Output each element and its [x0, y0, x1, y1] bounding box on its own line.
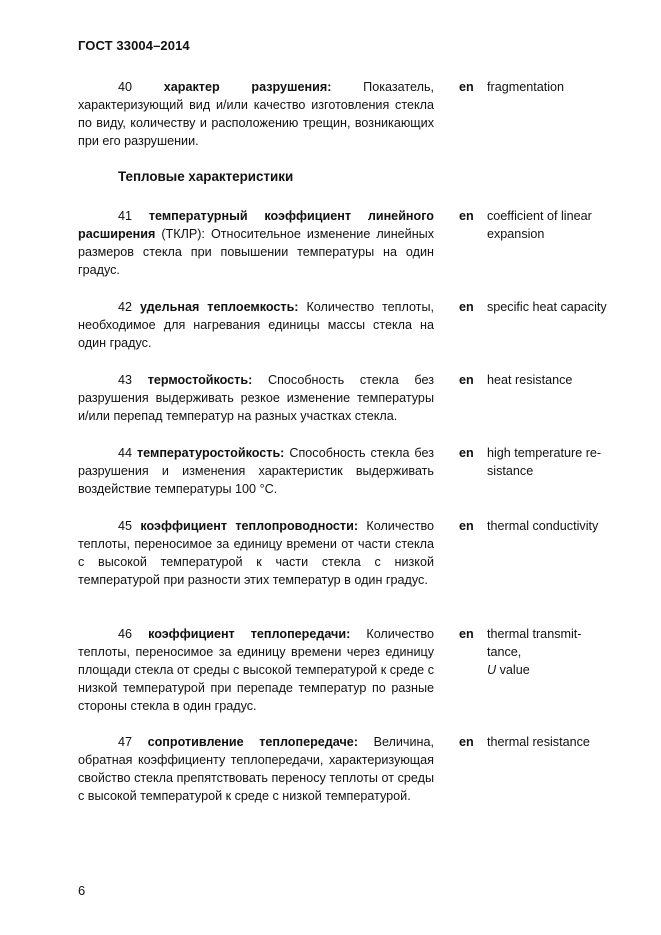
term-name: сопротивление теплопередаче: — [147, 735, 358, 749]
language-code: en — [459, 735, 474, 749]
english-equivalent — [487, 207, 617, 243]
term-number: 46 — [118, 627, 133, 641]
english-term-line: sistance — [487, 464, 534, 478]
term-name: температуростойкость: — [137, 446, 285, 460]
language-code: en — [459, 300, 474, 314]
term-number: 47 — [118, 735, 133, 749]
term-text — [78, 444, 434, 498]
english-term-line: expansion — [487, 227, 545, 241]
term-number: 44 — [118, 446, 133, 460]
term-abbreviation: (ТКЛР): — [155, 227, 205, 241]
term-text — [78, 371, 434, 425]
english-term-line: tance, — [487, 645, 522, 659]
english-equivalent — [487, 517, 617, 535]
english-term-line: thermal transmit- — [487, 627, 582, 641]
term-name: термостойкость: — [147, 373, 253, 387]
english-term-line: heat resistance — [487, 373, 573, 387]
english-term-line: high temperature re- — [487, 446, 602, 460]
document-header: ГОСТ 33004–2014 — [78, 38, 190, 53]
english-term-line: specific heat capacity — [487, 300, 607, 314]
term-name: коэффициент теплопроводности: — [140, 519, 359, 533]
term-text — [78, 733, 434, 805]
term-definition: Величина, обратная коэффициенту теплопередачи, характеризующая свойство стекла препятствовать переносу теплоты от среды с высокой температурой к среде с низкой температурой. — [78, 735, 434, 803]
english-term-symbol-suffix: value — [496, 663, 530, 677]
english-term-line — [487, 661, 617, 679]
term-name: коэффициент теплопередачи: — [148, 627, 351, 641]
term-name: удельная теплоемкость: — [139, 300, 299, 314]
english-equivalent — [487, 371, 617, 389]
term-definition: Относительное изменение линейных размеров стекла при повышении температуры на один градус. — [78, 227, 435, 277]
term-number: 41 — [118, 209, 133, 223]
term-number: 45 — [118, 519, 133, 533]
language-code: en — [459, 209, 474, 223]
term-text — [78, 298, 434, 352]
term-text — [78, 78, 434, 150]
term-name: температурный коэффициент линейного расширения — [78, 209, 435, 241]
term-text — [78, 517, 434, 589]
term-text — [78, 625, 434, 715]
section-title: Тепловые характеристики — [118, 169, 294, 184]
term-number: 43 — [118, 373, 133, 387]
english-term-line: thermal conductivity — [487, 519, 599, 533]
english-equivalent — [487, 733, 617, 751]
page-number: 6 — [78, 883, 86, 898]
language-code: en — [459, 519, 474, 533]
language-code: en — [459, 373, 474, 387]
term-name: характер разрушения: — [163, 80, 332, 94]
term-definition: Количество теплоты, необходимое для нагревания единицы массы стекла на один градус. — [78, 300, 435, 350]
english-equivalent — [487, 78, 617, 96]
english-term-line: coefficient of linear — [487, 209, 592, 223]
english-term-symbol: U — [487, 663, 497, 677]
english-term-line: fragmentation — [487, 80, 565, 94]
language-code: en — [459, 80, 474, 94]
term-definition: Количество теплоты, переносимое за единицу времени через единицу площади стекла от среды с высокой температурой к среде с низкой температурой при перепаде температур по разные стороны стекла в один градус. — [78, 627, 434, 713]
term-text — [78, 207, 434, 279]
english-equivalent — [487, 298, 617, 316]
language-code: en — [459, 446, 474, 460]
term-definition: Показатель, характеризующий вид и/или качество изготовления стекла по виду, количеству и расположению трещин, возникающих при его разрушении. — [78, 80, 434, 148]
term-definition: Способность стекла без разрушения и изменения характеристик выдерживать воздействие температуры 100 °С. — [78, 446, 434, 496]
english-equivalent — [487, 444, 617, 480]
term-definition: Способность стекла без разрушения выдерживать резкое изменение температуры и/или перепад температур на разных участках стекла. — [78, 373, 435, 423]
term-number: 40 — [118, 80, 133, 94]
term-definition: Количество теплоты, переносимое за единицу времени от части стекла с высокой температурой к части стекла с низкой температурой при разности этих температур в один градус. — [78, 519, 435, 587]
term-number: 42 — [118, 300, 133, 314]
language-code: en — [459, 627, 474, 641]
english-equivalent — [487, 625, 617, 679]
english-term-line: thermal resistance — [487, 735, 590, 749]
